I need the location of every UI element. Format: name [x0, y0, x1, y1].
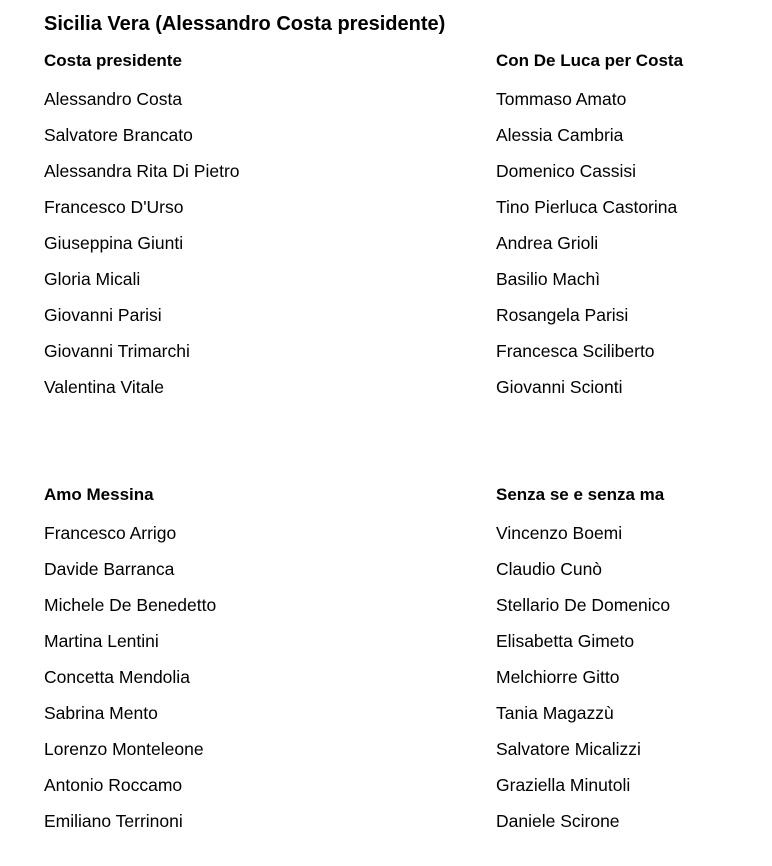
candidate-name: Giovanni Trimarchi: [44, 341, 190, 361]
candidate-name: Giuseppina Giunti: [44, 233, 184, 253]
candidate-name: Michele De Benedetto: [44, 595, 217, 615]
candidate-name: Daniele Scirone: [496, 811, 620, 831]
candidate-name: Giovanni Scionti: [496, 377, 623, 397]
candidate-name: Salvatore Micalizzi: [496, 739, 641, 759]
list-senza-se-e-senza-ma: [496, 482, 756, 842]
list-heading: Senza se e senza ma: [496, 485, 665, 504]
candidate-list: [44, 518, 344, 842]
candidate-name: Salvatore Brancato: [44, 125, 193, 145]
candidate-name: Concetta Mendolia: [44, 667, 190, 687]
list-heading: Amo Messina: [44, 485, 154, 504]
candidate-name: Graziella Minutoli: [496, 775, 631, 795]
candidate-name: Basilio Machì: [496, 269, 601, 289]
candidate-name: Tommaso Amato: [496, 89, 627, 109]
candidate-list: [496, 84, 756, 408]
candidate-list: [496, 518, 756, 842]
candidate-name: Emiliano Terrinoni: [44, 811, 183, 831]
candidate-name: Alessia Cambria: [496, 125, 624, 145]
candidate-name: Francesco Arrigo: [44, 523, 177, 543]
candidate-name: Francesca Sciliberto: [496, 341, 655, 361]
document-title: Sicilia Vera (Alessandro Costa presidente): [44, 13, 446, 35]
candidate-name: Andrea Grioli: [496, 233, 599, 253]
candidate-list: [44, 84, 344, 408]
list-amo-messina: [44, 482, 344, 842]
candidate-name: Martina Lentini: [44, 631, 159, 651]
candidate-name: Elisabetta Gimeto: [496, 631, 635, 651]
candidate-name: Tania Magazzù: [496, 703, 614, 723]
candidate-name: Sabrina Mento: [44, 703, 158, 723]
candidate-name: Francesco D'Urso: [44, 197, 184, 217]
candidate-name: Gloria Micali: [44, 269, 141, 289]
list-costa-presidente: [44, 48, 344, 408]
candidate-name: Melchiorre Gitto: [496, 667, 620, 687]
candidate-name: Giovanni Parisi: [44, 305, 162, 325]
list-heading: Costa presidente: [44, 51, 182, 70]
list-heading: Con De Luca per Costa: [496, 51, 684, 70]
list-con-de-luca-per-costa: [496, 48, 756, 408]
candidate-name: Valentina Vitale: [44, 377, 164, 397]
candidate-name: Domenico Cassisi: [496, 161, 637, 181]
candidate-name: Alessandra Rita Di Pietro: [44, 161, 240, 181]
candidate-name: Stellario De Domenico: [496, 595, 671, 615]
candidate-name: Lorenzo Monteleone: [44, 739, 204, 759]
candidate-name: Tino Pierluca Castorina: [496, 197, 678, 217]
candidate-name: Rosangela Parisi: [496, 305, 629, 325]
candidate-name: Davide Barranca: [44, 559, 175, 579]
candidate-name: Antonio Roccamo: [44, 775, 183, 795]
candidate-name: Vincenzo Boemi: [496, 523, 623, 543]
candidate-name: Claudio Cunò: [496, 559, 603, 579]
candidate-name: Alessandro Costa: [44, 89, 183, 109]
